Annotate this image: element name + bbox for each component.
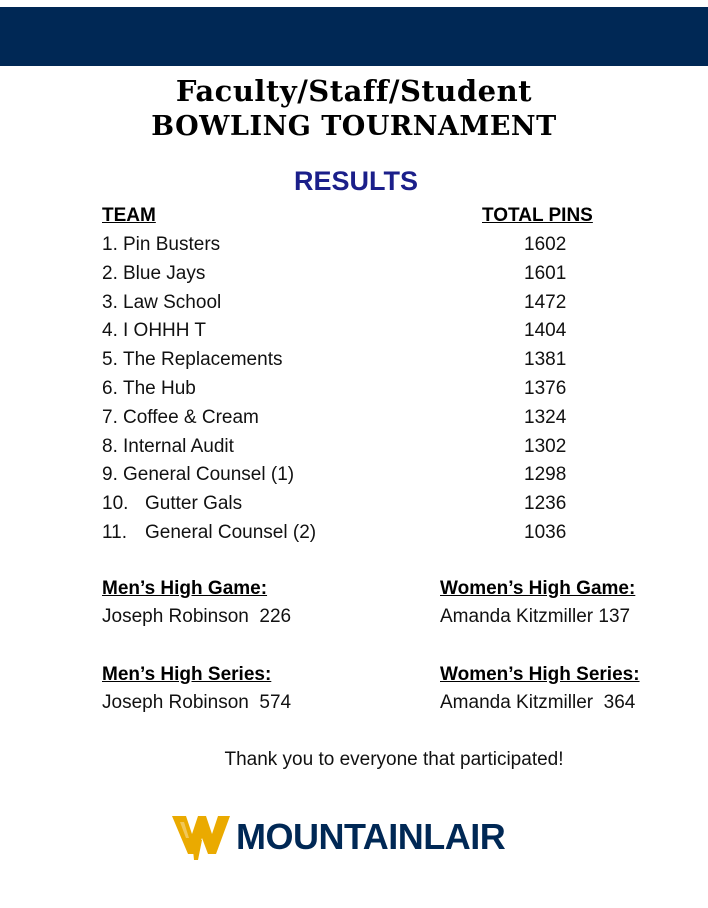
- top-banner: [0, 7, 708, 66]
- table-row: [102, 260, 602, 289]
- rank: 8.: [102, 435, 118, 457]
- team-column-header: TEAM: [102, 205, 156, 226]
- total-pins: 1036: [524, 521, 567, 543]
- total-pins: 1472: [524, 291, 567, 313]
- table-row: [102, 346, 602, 375]
- rank: 4.: [102, 320, 118, 342]
- team-name: I OHHH T: [123, 320, 207, 342]
- rank: 6.: [102, 377, 118, 399]
- womens-high-series-heading: Women’s High Series:: [440, 664, 640, 685]
- rank: 10.: [102, 493, 129, 515]
- total-pins: 1404: [524, 320, 567, 342]
- womens-high-series-value: Amanda Kitzmiller 364: [440, 692, 636, 713]
- team-name: Pin Busters: [123, 234, 221, 255]
- mountainlair-logo: [172, 812, 532, 862]
- results-heading: RESULTS: [293, 166, 418, 196]
- team-name: Law School: [123, 291, 222, 313]
- team-name: Internal Audit: [123, 435, 234, 457]
- mens-high-game-value: Joseph Robinson 226: [102, 606, 292, 627]
- results-table: [102, 231, 602, 548]
- mens-high-series-heading: Men’s High Series:: [102, 664, 272, 685]
- total-pins: 1381: [524, 349, 567, 371]
- total-pins-column-header: TOTAL PINS: [482, 205, 593, 226]
- mens-high-game-heading: Men’s High Game:: [102, 578, 268, 599]
- total-pins: 1236: [524, 493, 567, 515]
- thank-you-message: Thank you to everyone that participated!: [224, 749, 564, 770]
- rank: 11.: [102, 521, 128, 543]
- page-title-line-1: Faculty/Staff/Student: [175, 74, 533, 108]
- rank: 2.: [102, 262, 118, 284]
- team-name: The Replacements: [123, 349, 283, 371]
- team-name: Coffee & Cream: [123, 406, 259, 428]
- total-pins: 1302: [524, 435, 567, 457]
- womens-high-game-heading: Women’s High Game:: [440, 578, 636, 599]
- rank: 3.: [102, 291, 118, 313]
- team-name: The Hub: [123, 377, 196, 399]
- table-row: [102, 289, 602, 318]
- table-row: [102, 461, 602, 490]
- rank: 7.: [102, 406, 118, 428]
- mens-high-series-value: Joseph Robinson 574: [102, 692, 292, 713]
- total-pins: 1601: [524, 262, 567, 284]
- table-row: [102, 519, 602, 548]
- table-row: [102, 317, 602, 346]
- rank: 1.: [102, 234, 118, 255]
- total-pins: 1298: [524, 464, 567, 486]
- table-row: [102, 490, 602, 519]
- table-row: [102, 404, 602, 433]
- rank: 5.: [102, 349, 118, 371]
- table-row: [102, 433, 602, 462]
- womens-high-game-value: Amanda Kitzmiller 137: [440, 606, 631, 627]
- total-pins: 1376: [524, 377, 567, 399]
- wv-flying-wv-icon: [172, 812, 230, 862]
- team-name: Blue Jays: [123, 262, 206, 284]
- table-row: [102, 375, 602, 404]
- total-pins: 1324: [524, 406, 567, 428]
- team-name: General Counsel (1): [123, 464, 295, 486]
- total-pins: 1602: [524, 234, 567, 255]
- logo-wordmark: MOUNTAINLAIR: [236, 816, 506, 857]
- team-name: General Counsel (2): [145, 521, 317, 543]
- rank: 9.: [102, 464, 118, 486]
- page-title-line-2: BOWLING TOURNAMENT: [151, 111, 557, 142]
- table-row: [102, 231, 602, 260]
- team-name: Gutter Gals: [145, 493, 243, 515]
